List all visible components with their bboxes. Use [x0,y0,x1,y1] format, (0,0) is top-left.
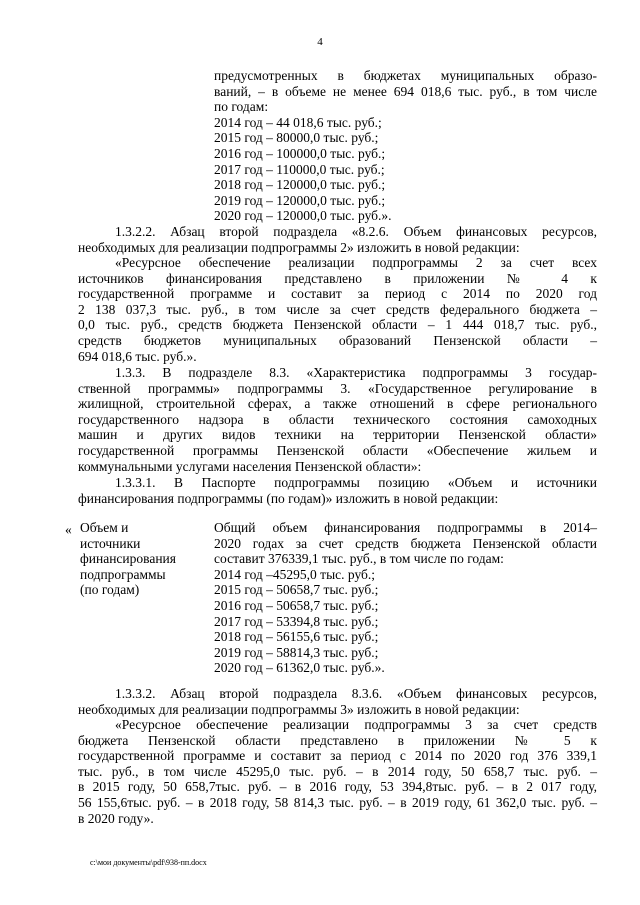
text-line: (по годам) [80,582,140,598]
year-line: 2016 год – 100000,0 тыс. руб.; [214,145,386,161]
page-number: 4 [317,36,323,48]
year-line: 2016 год – 50658,7 тыс. руб.; [214,597,379,613]
table-right-cell [214,520,597,676]
text-line: в 2015 году, 50 658,7тыс. руб. – в 2016 году, 53 394,8тыс. руб. – в 2 017 году, [78,779,597,795]
text-line: 2020 годах за счет средств бюджета Пензенской области [214,535,597,551]
paragraph-1-3-2-2 [78,224,597,255]
text-line: государственной программе и составит за период с 2014 по 2020 год 376 339,1 [78,748,597,764]
text-line: государственной программы Пензенской области «Обеспечение жильем и [78,442,597,458]
year-line: 2017 год – 53394,8 тыс. руб.; [214,613,379,629]
text-line: 1.3.3. В подразделе 8.3. «Характеристика подпрограммы 3 государ- [115,365,597,380]
year-line: 2020 год – 120000,0 тыс. руб.». [214,208,392,224]
year-line: 2017 год – 110000,0 тыс. руб.; [214,161,385,177]
text-line: «Ресурсное обеспечение реализации подпрограммы 3 за счет средств [115,717,597,732]
year-line: 2015 год – 50658,7 тыс. руб.; [214,582,379,598]
text-line: предусмотренных в бюджетах муниципальных образо- [214,68,597,83]
text-line: государственной программе и составит за период с 2014 по 2020 год [78,286,597,302]
text-line: Объем и [80,520,129,535]
paragraph-1-3-3-2 [78,686,597,717]
text-line: Общий объем финансирования подпрограммы в 2014– [214,520,597,535]
text-line: 1.3.3.2. Абзац второй подраздела 8.3.6. «Объем финансовых ресурсов, [115,686,597,701]
file-path-footer: c:\мои документы\pdf\938-пп.docx [90,858,207,867]
text-line: 0,0 тыс. руб., средств бюджета Пензенской области – 1 444 018,7 тыс. руб., [78,317,597,333]
quote-1-3-3-2 [78,717,597,826]
year-line: 2020 год – 61362,0 тыс. руб.». [214,660,385,676]
text-line: составит 376339,1 тыс. руб., в том числе по годам: [214,551,504,567]
year-line: 2019 год – 120000,0 тыс. руб.; [214,192,386,208]
text-line: жилищной, строительной сферах, а также отношений в сфере регионального [78,396,597,412]
text-line: средств бюджетов муниципальных образований Пензенской области – [78,332,597,348]
text-line: «Ресурсное обеспечение реализации подпрограммы 2 за счет всех [115,255,597,270]
quote-1-3-2-2 [78,255,597,364]
text-line: тыс. руб., в том числе 45295,0 тыс. руб. – в 2014 году, 50 658,7 тыс. руб. – [78,763,597,779]
text-line: по годам: [214,99,269,115]
text-line: 56 155,6тыс. руб. – в 2018 году, 58 814,3 тыс. руб. – в 2019 году, 61 362,0 тыс. руб. – [78,794,597,810]
paragraph-1-3-3 [78,365,597,474]
year-line: 2014 год – 44 018,6 тыс. руб.; [214,114,382,130]
top-block [214,68,597,224]
year-line: 2018 год – 120000,0 тыс. руб.; [214,177,386,193]
text-line: ваний, – в объеме не менее 694 018,6 тыс. руб., в том числе [214,83,597,99]
text-line: 1.3.3.1. В Паспорте подпрограммы позицию «Объем и источники [115,475,597,490]
text-line: коммунальными услугами населения Пензенской области»: [78,458,422,474]
text-line: в 2020 году». [78,810,154,826]
text-line: финансирования [80,551,176,567]
table-left-label [80,520,200,598]
paragraph-1-3-3-1 [78,475,597,506]
text-line: необходимых для реализации подпрограммы 3» изложить в новой редакции: [78,701,520,717]
year-line: 2018 год – 56155,6 тыс. руб.; [214,629,379,645]
text-line: государственного надзора в области технического состояния самоходных [78,411,597,427]
text-line: 1.3.2.2. Абзац второй подраздела «8.2.6. Объем финансовых ресурсов, [115,224,597,239]
text-line: машин и других видов техники на территории Пензенской области» [78,427,597,443]
year-line: 2019 год – 58814,3 тыс. руб.; [214,644,379,660]
year-line: 2015 год – 80000,0 тыс. руб.; [214,130,379,146]
text-line: 2 138 037,3 тыс. руб., в том числе за счет средств федерального бюджета – [78,301,597,317]
text-line: 694 018,6 тыс. руб.». [78,348,197,364]
text-line: бюджета Пензенской области представлено в приложении № 5 к [78,732,597,748]
year-line: 2014 год –45295,0 тыс. руб.; [214,566,376,582]
text-line: финансирования подпрограммы (по годам)» изложить в новой редакции: [78,490,499,506]
open-quote-mark: « [65,522,72,537]
text-line: ственной программы» подпрограммы 3. «Государственное регулирование в [78,380,597,396]
text-line: подпрограммы [80,566,166,582]
text-line: источников финансирования представлено в приложении № 4 к [78,270,597,286]
text-line: необходимых для реализации подпрограммы 2» изложить в новой редакции: [78,239,520,255]
text-line: источники [80,535,141,551]
